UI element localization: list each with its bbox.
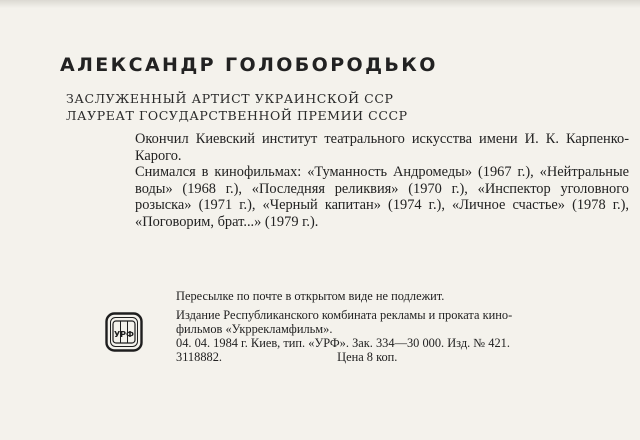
catalog-code: 3118882. — [176, 350, 223, 364]
bio-education: Окончил Киевский институт театрального искусства имени И. К. Карпенко-Карого. — [135, 131, 629, 164]
title-line-1: ЗАСЛУЖЕННЫЙ АРТИСТ УКРАИНСКОЙ ССР — [66, 91, 394, 106]
bio-filmography: Снимался в кинофильмах: «Туманность Андромеды» (1967 г.), «Нейтральные воды» (1968 г.), «Последняя реликвия» (1970 г.), «Инспектор уголовного розыска» (1971 г.), «Черный капитан» (1974 г.), «Личное счастье» (1978 г.), «Поговорим, брат...» (1979 г.). — [135, 164, 629, 230]
postal-notice: Пересылке по почте в открытом виде не подлежит. — [176, 289, 445, 303]
biography — [135, 131, 629, 230]
paper-edge — [0, 0, 640, 8]
title-line-2: ЛАУРЕАТ ГОСУДАРСТВЕННОЙ ПРЕМИИ СССР — [66, 108, 408, 123]
imprint-line-1: Издание Республиканского комбината рекламы и проката кино- — [176, 308, 513, 322]
actor-name: АЛЕКСАНДР ГОЛОБОРОДЬКО — [60, 54, 438, 76]
imprint-line-4 — [176, 350, 626, 364]
price-label: Цена 8 коп. — [337, 350, 398, 364]
imprint-line-3: 04. 04. 1984 г. Киев, тип. «УРФ». Зак. 334—30 000. Изд. № 421. — [176, 336, 510, 350]
publisher-imprint — [176, 308, 626, 364]
imprint-line-2: фильмов «Укрреклaмфильм». — [176, 322, 333, 336]
honorary-titles — [66, 90, 408, 124]
ukrreklamfilm-logo-icon — [105, 312, 143, 352]
logo-text: УРФ — [114, 330, 134, 339]
